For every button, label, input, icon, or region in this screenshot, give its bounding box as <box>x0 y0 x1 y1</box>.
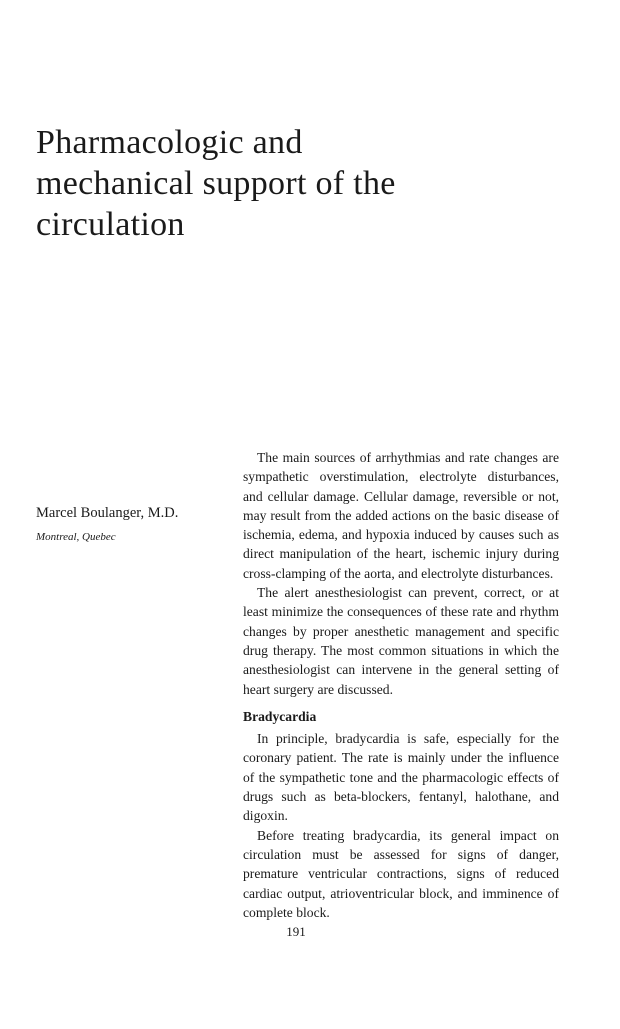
author-block <box>36 504 226 544</box>
author-name: Marcel Boulanger, M.D. <box>36 505 179 521</box>
author-affiliation: Montreal, Quebec <box>36 531 116 543</box>
body-paragraph: In principle, bradycardia is safe, especially for the coronary patient. The rate is mainly under the influence of the sympathetic tone and the pharmacologic effects of drugs such as beta-blockers, fentanyl, halothane, and digoxin. <box>243 731 559 824</box>
body-paragraph: The alert anesthesiologist can prevent, correct, or at least minimize the consequences of these rate and rhythm changes by proper anesthetic management and specific drug therapy. The most common situations in which the anesthesiologist can intervene in the general setting of heart surgery are discussed. <box>243 585 559 697</box>
body-paragraph: The main sources of arrhythmias and rate changes are sympathetic overstimulation, electrolyte disturbances, and cellular damage. Cellular damage, reversible or not, may result from the added actions on the basic disease of ischemia, edema, and hypoxia induced by causes such as direct manipulation of the heart, ischemic injury during cross-clamping of the aorta, and electrolyte disturbances. <box>243 450 559 581</box>
section-heading: Bradycardia <box>243 708 317 724</box>
title-line: circulation <box>36 206 185 243</box>
title-line: mechanical support of the <box>36 165 396 202</box>
title-line: Pharmacologic and <box>36 124 303 161</box>
body-paragraph: Before treating bradycardia, its general impact on circulation must be assessed for signs of danger, premature ventricular contractions, signs of reduced cardiac output, atrioventricular block, and imminence of complete block. <box>243 827 559 920</box>
page-number: 191 <box>286 924 306 939</box>
body-column <box>243 448 559 922</box>
article-title <box>36 122 556 245</box>
